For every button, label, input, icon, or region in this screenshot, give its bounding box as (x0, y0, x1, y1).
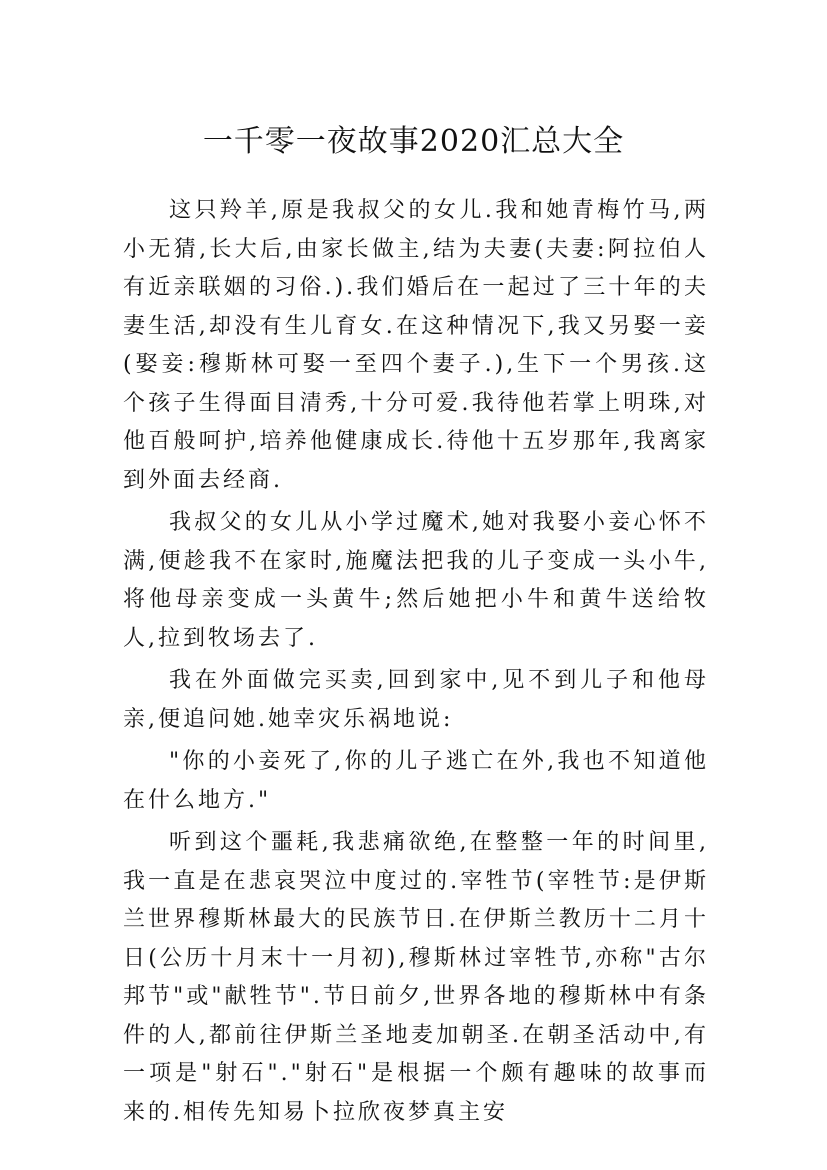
paragraph-1: 这只羚羊,原是我叔父的女儿.我和她青梅竹马,两小无猜,长大后,由家长做主,结为夫妻(夫妻:阿拉伯人有近亲联姻的习俗.).我们婚后在一起过了三十年的夫妻生活,却没有生儿育女.在这种情况下,我又另娶一妾(娶妾:穆斯林可娶一至四个妻子.),生下一个男孩.这个孩子生得面目清秀,十分可爱.我待他若掌上明珠,对他百般呵护,培养他健康成长.待他十五岁那年,我离家到外面去经商. (123, 198, 709, 493)
paragraph-2: 我叔父的女儿从小学过魔术,她对我娶小妾心怀不满,便趁我不在家时,施魔法把我的儿子变成一头小牛,将他母亲变成一头黄牛;然后她把小牛和黄牛送给牧人,拉到牧场去了. (123, 510, 709, 651)
paragraph-3: 我在外面做完买卖,回到家中,见不到儿子和他母亲,便追问她.她幸灾乐祸地说: (123, 668, 709, 732)
paragraph-4-quote: "你的小妾死了,你的儿子逃亡在外,我也不知道他在什么地方." (123, 749, 709, 813)
paragraph-5: 听到这个噩耗,我悲痛欲绝,在整整一年的时间里,我一直是在悲哀哭泣中度过的.宰牲节(宰牲节:是伊斯兰世界穆斯林最大的民族节日.在伊斯兰教历十二月十日(公历十月末十一月初),穆斯林过宰牲节,亦称"古尔邦节"或"献牲节".节日前夕,世界各地的穆斯林中有条件的人,都前往伊斯兰圣地麦加朝圣.在朝圣活动中,有一项是"射石"."射石"是根据一个颇有趣味的故事而来的.相传先知易卜拉欣夜梦真主安 (123, 830, 709, 1125)
document-body (123, 192, 709, 1136)
document-title: 一千零一夜故事2020汇总大全 (202, 124, 625, 160)
